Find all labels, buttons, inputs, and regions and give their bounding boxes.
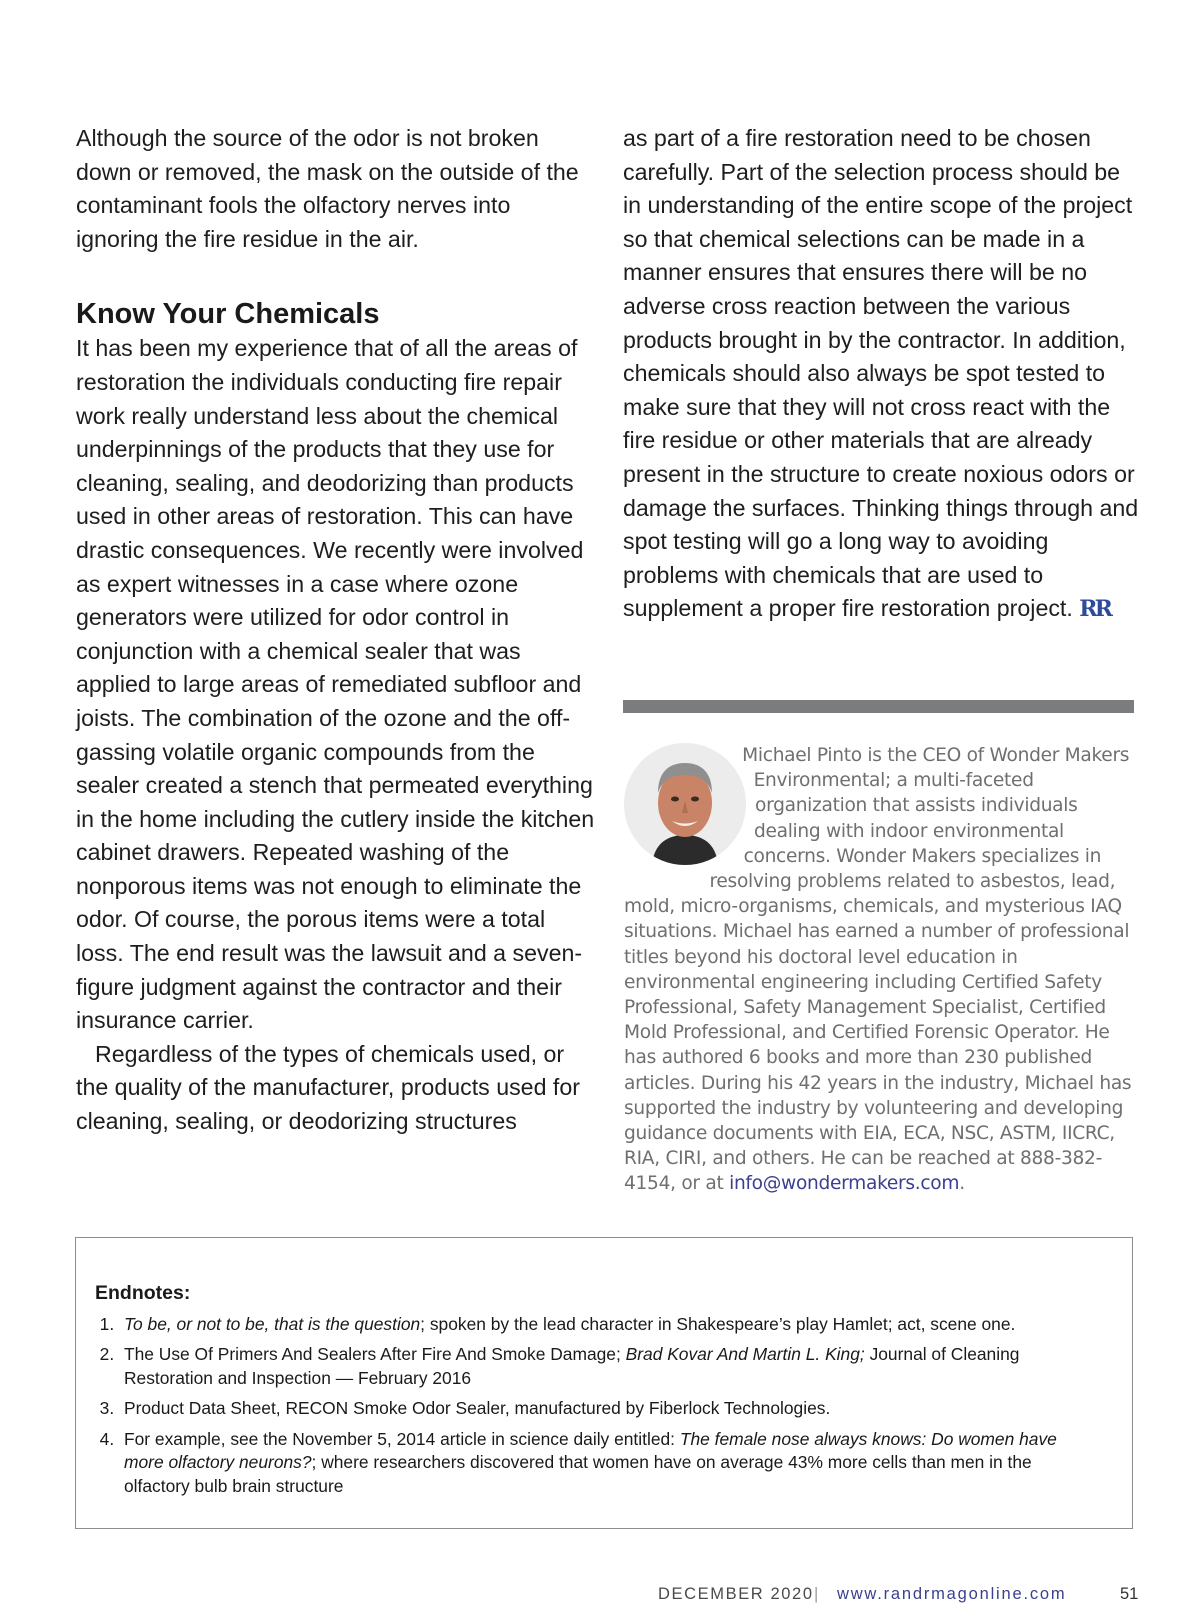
endnote-text: For example, see the November 5, 2014 article in science daily entitled: (124, 1428, 680, 1449)
endnote-text: Product Data Sheet, RECON Smoke Odor Sealer, manufactured by Fiberlock Technologies. (124, 1398, 831, 1418)
right-paragraph-1 (623, 122, 1143, 627)
bio-trailing: . (959, 1173, 965, 1195)
left-paragraph-3: Regardless of the types of chemicals used, or the quality of the manufacturer, products used for cleaning, sealing, or deodorizing structures (76, 1040, 580, 1135)
endnotes-title: Endnotes: (95, 1282, 191, 1304)
page-number: 51 (1120, 1585, 1139, 1603)
endnote-italic: The female nose always knows: Do women have more olfactory neurons? (124, 1428, 1057, 1472)
endnote-text: Journal of Cleaning Restoration and Inspection — February 2016 (124, 1344, 1020, 1388)
left-paragraph-2: It has been my experience that of all the areas of restoration the individuals conducting fire repair work really understand less about the chemical underpinnings of the products that they use for cleaning, sealing, and deodorizing than products used in other areas of restoration. This can have drastic consequences. We recently were involved as expert witnesses in a case where ozone generators were utilized for odor control in conjunction with a chemical sealer that was applied to large areas of remediated subfloor and joists. The combination of the ozone and the off-gassing volatile organic compounds from the sealer created a stench that permeated everything in the home including the cutlery inside the kitchen cabinet drawers. Repeated washing of the nonporous items was not enough to eliminate the odor. Of course, the porous items were a total loss. The end result was the lawsuit and a seven-figure judgment against the contractor and their insurance carrier. (76, 335, 595, 1034)
endnote-item (119, 1313, 1098, 1337)
endnote-italic: Brad Kovar And Martin L. King; (625, 1344, 865, 1364)
right-paragraph-text: as part of a fire restoration need to be chosen carefully. Part of the selection process should be in understanding of the entire scope of the project so that chemical selections can be made in a manner ensures that ensures there will be no adverse cross reaction between the various products brought in by the contractor. In addition, chemicals should also always be spot tested to make sure that they will not cross react with the fire residue or other materials that are already present in the structure to create noxious odors or damage the surfaces. Thinking things through and spot testing will go a long way to avoiding problems with chemicals that are used to supplement a proper fire restoration project. (623, 125, 1139, 622)
issue-date: DECEMBER 2020 (658, 1585, 814, 1603)
section-heading: Know Your Chemicals (76, 298, 380, 331)
left-paragraph-1: Although the source of the odor is not broken down or removed, the mask on the outside of the contaminant fools the olfactory nerves into ignoring the fire residue in the air. (76, 125, 579, 252)
rr-logo-icon: RR (1079, 596, 1110, 623)
endnotes-list (76, 1313, 1132, 1499)
author-bio (624, 743, 1134, 1197)
right-column (623, 122, 1143, 627)
footer-separator: | (814, 1585, 820, 1603)
endnote-italic: To be, or not to be, that is the question (124, 1313, 421, 1334)
website-link[interactable]: www.randrmagonline.com (837, 1585, 1067, 1603)
author-photo-icon (624, 743, 746, 865)
endnote-text: ; spoken by the lead character in Shakespeare’s play Hamlet; act, scene one. (420, 1313, 1016, 1334)
endnote-text: The Use Of Primers And Sealers After Fire And Smoke Damage; (124, 1344, 626, 1364)
author-email-link[interactable]: info@wondermakers.com (729, 1173, 960, 1195)
author-avatar (624, 743, 746, 865)
endnote-item (119, 1428, 1098, 1499)
endnote-text: ; where researchers discovered that women have on average 43% more cells than men in the olfactory bulb brain structure (124, 1452, 1032, 1496)
left-column (76, 122, 596, 1139)
divider-rule (623, 700, 1134, 713)
bio-text: Michael Pinto is the CEO of Wonder Makers Environmental; a multi-faceted organization that assists individuals dealing with indoor environmental concerns. Wonder Makers specializes in resolving problems related to asbestos, lead, mold, micro-organisms, chemicals, and mysterious IAQ situations. Michael has earned a number of professional titles beyond his doctoral level education in environmental engineering including Certified Safety Professional, Safety Management Specialist, Certified Mold Professional, and Certified Forensic Operator. He has authored 6 books and more than 230 published articles. During his 42 years in the industry, Michael has supported the industry by volunteering and developing guidance documents with EIA, ECA, NSC, ASTM, IICRC, RIA, CIRI, and others. He can be reached at 888-382-4154, or at (624, 745, 1132, 1195)
endnote-item (119, 1343, 1098, 1390)
endnotes-box (75, 1237, 1133, 1529)
endnote-item (119, 1397, 1098, 1421)
